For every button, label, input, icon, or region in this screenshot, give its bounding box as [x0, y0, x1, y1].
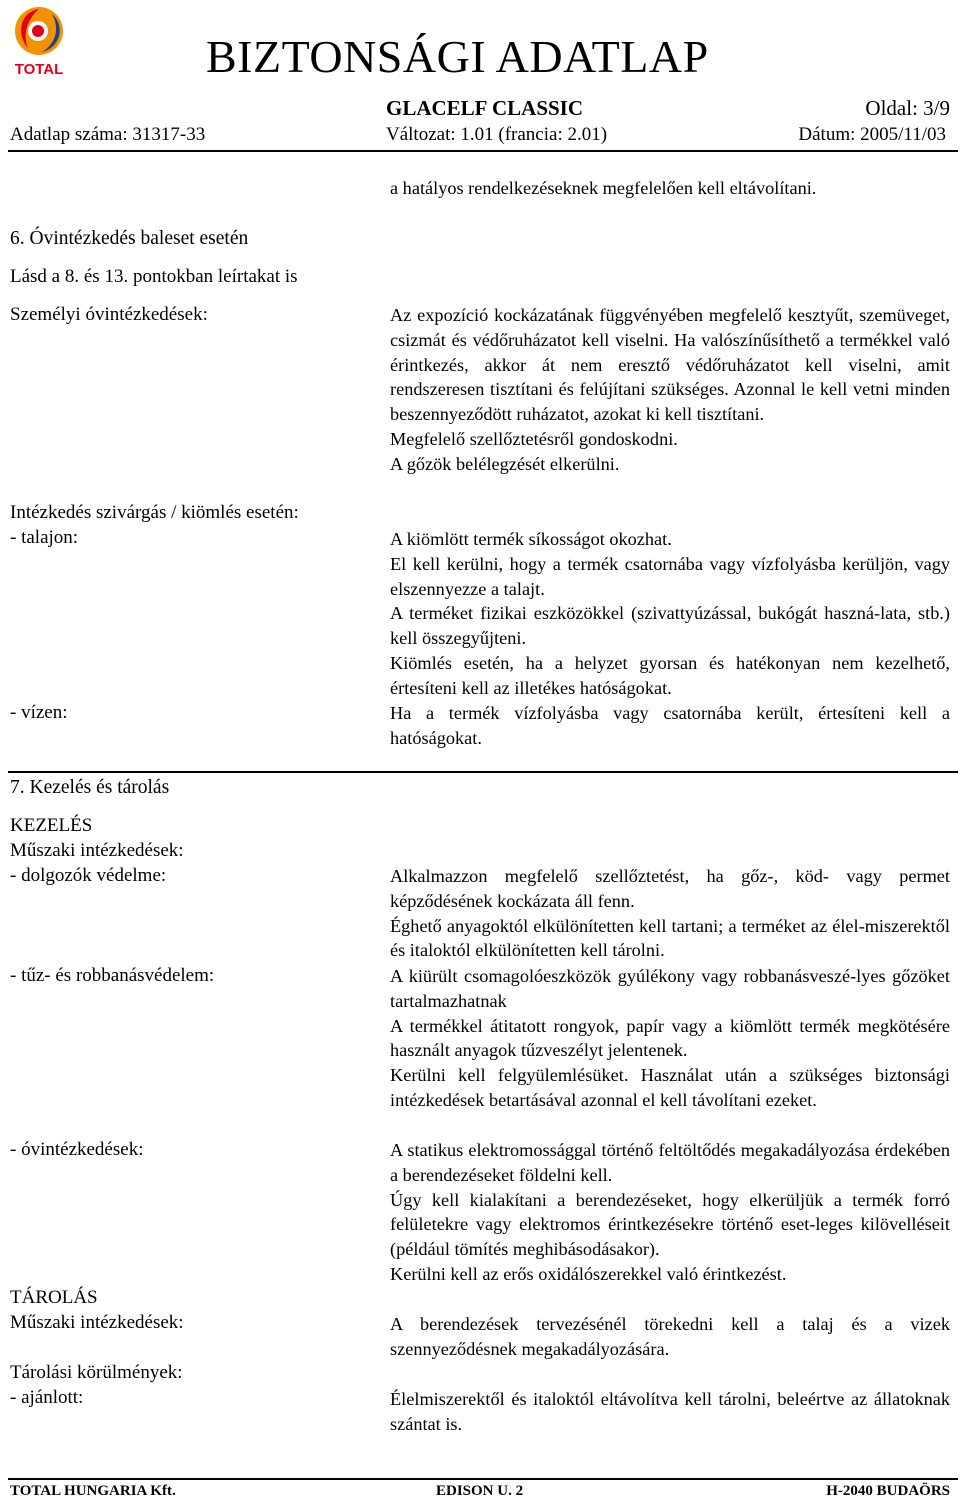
footer-divider	[8, 1478, 958, 1480]
handling-title: KEZELÉS	[10, 815, 93, 836]
water-text	[390, 701, 950, 751]
storage-technical-paragraph: A berendezések tervezésénél törekedni kell a talaj és a vizek szennyeződésnek megakadályozására.	[390, 1314, 950, 1359]
precaution-paragraph: Úgy kell kialakítani a berendezéseket, hogy elkerüljük a termék forró felületekre vagy elektromos érintkezésekre történő eset-leges kilövelléseit (például tömítés meghibásodásakor).	[390, 1189, 950, 1260]
ground-label: - talajon:	[10, 527, 79, 548]
precaution-paragraph: A statikus elektromossággal történő feltöltődés megakadályozása érdekében a berendezéseket földelni kell.	[390, 1140, 950, 1185]
storage-technical-text	[390, 1312, 950, 1362]
storage-technical-label: Műszaki intézkedések:	[10, 1312, 184, 1333]
ground-paragraph: A terméket fizikai eszközökkel (szivattyúzással, bukógát haszná-lata, stb.) kell összegyűjteni.	[390, 603, 950, 649]
precautions-text	[390, 1138, 950, 1287]
storage-conditions-label: Tárolási körülmények:	[10, 1362, 183, 1383]
personal-precautions-paragraph: Megfelelő szellőztetésről gondoskodni.	[390, 428, 678, 449]
section-6-intro: Lásd a 8. és 13. pontokban leírtakat is	[10, 266, 298, 287]
water-paragraph: Ha a termék vízfolyásba vagy csatornába került, értesíteni kell a hatóságokat.	[390, 703, 950, 748]
footer-city: H-2040 BUDAÖRS	[826, 1483, 950, 1499]
workers-paragraph: Alkalmazzon megfelelő szellőztetést, ha gőz-, köd- vagy permet képződésének kockázata áll fenn.	[390, 866, 950, 911]
personal-precautions-paragraph: Az expozíció kockázatának függvényében megfelelő kesztyűt, szemüveget, csizmát és védőruházatot kell viselni. Ha valószínűsíthető a termékkel való érintkezés, akkor át nem eresztő védőruházatot kell viselni, amit rendszeresen tisztítani és felújítani szükséges. Azonnal le kell vetni minden beszennyeződött ruházatot, azokat ki kell tisztítani.	[390, 305, 950, 425]
section-7-title: 7. Kezelés és tárolás	[10, 777, 170, 798]
ground-paragraph: A kiömlött termék síkosságot okozhat.	[390, 529, 672, 549]
fire-protection-label: - tűz- és robbanásvédelem:	[10, 965, 215, 986]
continuation-text: a hatályos rendelkezéseknek megfelelően kell eltávolítani.	[390, 178, 817, 198]
total-logo	[8, 4, 70, 78]
precautions-label: - óvintézkedések:	[10, 1139, 144, 1160]
fire-protection-text	[390, 964, 950, 1113]
recommended-paragraph: Élelmiszerektől és italoktól eltávolítva kell tárolni, beleértve az állatoknak szántat is.	[390, 1389, 950, 1434]
page-title: BIZTONSÁGI ADATLAP	[206, 31, 709, 82]
footer-street: EDISON U. 2	[436, 1483, 524, 1499]
ground-paragraph: Kiömlés esetén, ha a helyzet gyorsan és hatékonyan nem kezelhető, értesíteni kell az illetékes hatóságokat.	[390, 652, 950, 698]
header-divider	[8, 150, 958, 152]
total-logo-icon	[8, 4, 70, 78]
section-6-title: 6. Óvintézkedés baleset esetén	[10, 228, 249, 249]
date-info: Dátum: 2005/11/03	[798, 124, 946, 145]
recommended-label: - ajánlott:	[10, 1387, 84, 1408]
fire-paragraph: A termékkel átitatott rongyok, papír vagy a kiömlött termék megkötésére használt anyagok tűzveszélyt jelentenek.	[390, 1015, 950, 1061]
sheet-number: Adatlap száma: 31317-33	[10, 124, 206, 145]
spill-measures-label: Intézkedés szivárgás / kiömlés esetén:	[10, 502, 299, 523]
workers-protection-label: - dolgozók védelme:	[10, 865, 167, 886]
precaution-paragraph: Kerülni kell az erős oxidálószerekkel való érintkezést.	[390, 1263, 787, 1284]
svg-text:TOTAL: TOTAL	[14, 61, 64, 78]
workers-protection-text	[390, 864, 950, 963]
personal-precautions-text	[390, 303, 950, 477]
ground-paragraph: El kell kerülni, hogy a termék csatornába vagy vízfolyásba kerüljön, vagy elszennyezze a talajt.	[390, 553, 950, 599]
page-number: Oldal: 3/9	[865, 96, 950, 120]
version-info: Változat: 1.01 (francia: 2.01)	[386, 124, 608, 145]
personal-precautions-label: Személyi óvintézkedések:	[10, 304, 208, 325]
ground-text	[390, 527, 950, 701]
workers-paragraph: Éghető anyagoktól elkülönítetten kell tartani; a terméket az élel-miszerektől és italoktól elkülönítetten kell tárolni.	[390, 915, 950, 961]
storage-title: TÁROLÁS	[10, 1287, 98, 1308]
product-name: GLACELF CLASSIC	[386, 96, 584, 120]
footer-company: TOTAL HUNGARIA Kft.	[10, 1483, 176, 1499]
section-divider	[8, 771, 958, 773]
recommended-text	[390, 1387, 950, 1437]
fire-paragraph: A kiürült csomagolóeszközök gyúlékony vagy robbanásveszé-lyes gőzöket tartalmazhatnak	[390, 966, 950, 1011]
fire-paragraph: Kerülni kell felgyülemlésüket. Használat után a szükséges biztonsági intézkedések betartásával azonnal el kell távolítani ezeket.	[390, 1065, 950, 1110]
personal-precautions-paragraph: A gőzök belélegzését elkerülni.	[390, 453, 620, 474]
water-label: - vízen:	[10, 702, 68, 723]
technical-measures-label: Műszaki intézkedések:	[10, 840, 184, 861]
